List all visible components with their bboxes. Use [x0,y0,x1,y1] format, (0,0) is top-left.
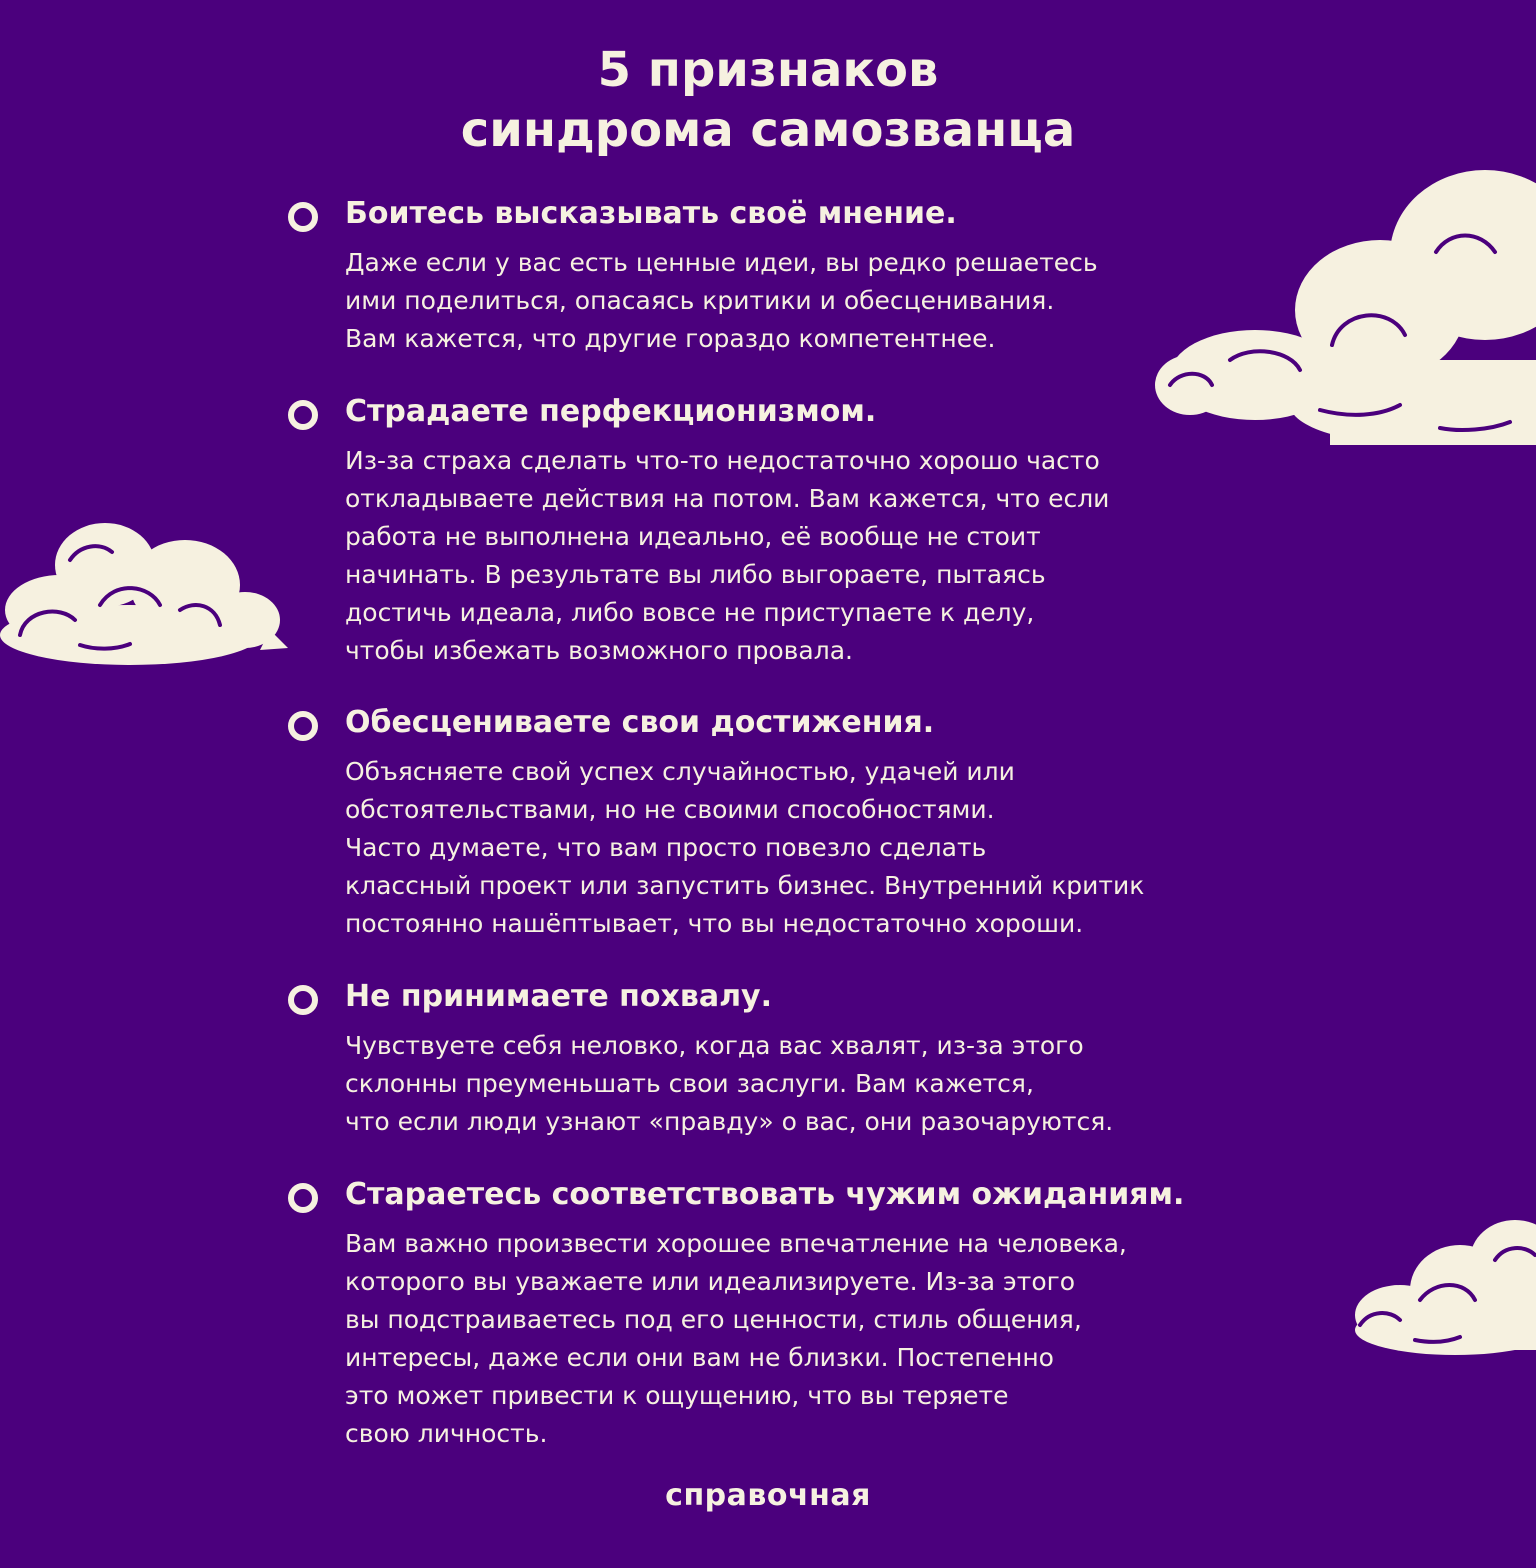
circle-bullet-icon [288,400,318,430]
description-line: Часто думаете, что вам просто повезло сделать [345,833,987,862]
circle-bullet-icon [288,202,318,232]
description-line: откладываете действия на потом. Вам кажется, что если [345,484,1110,513]
item-title: Не принимаете похвалу. [345,979,773,1014]
page-title-line-2: синдрома самозванца [460,102,1076,158]
description-line: обстоятельствами, но не своими способностями. [345,795,995,824]
description-line: чтобы избежать возможного провала. [345,636,853,665]
description-line: работа не выполнена идеально, её вообще не стоит [345,522,1041,551]
description-line: Объясняете свой успех случайностью, удачей или [345,757,1015,786]
description-line: вы подстраиваетесь под его ценности, стиль общения, [345,1305,1082,1334]
description-line: которого вы уважаете или идеализируете. Из-за этого [345,1267,1076,1296]
item-title: Обесцениваете свои достижения. [345,705,935,740]
cloud-bottom-right [1345,1215,1536,1355]
item-description [345,753,1245,943]
item-description [345,1027,1245,1141]
description-line: классный проект или запустить бизнес. Внутренний критик [345,871,1145,900]
page-title-line-1: 5 признаков [597,42,939,98]
description-line: достичь идеала, либо вовсе не приступаете к делу, [345,598,1035,627]
description-line: свою личность. [345,1419,548,1448]
circle-bullet-icon [288,1183,318,1213]
description-line: Вам кажется, что другие гораздо компетентнее. [345,324,996,353]
item-description [345,244,1245,358]
item-description [345,442,1245,670]
description-line: склонны преуменьшать свои заслуги. Вам кажется, [345,1069,1034,1098]
description-line: это может привести к ощущению, что вы теряете [345,1381,1009,1410]
description-line: Вам важно произвести хорошее впечатление на человека, [345,1229,1127,1258]
item-description [345,1225,1245,1453]
description-line: Из-за страха сделать что-то недостаточно хорошо часто [345,446,1100,475]
circle-bullet-icon [288,711,318,741]
description-line: постоянно нашёптывает, что вы недостаточно хороши. [345,909,1084,938]
description-line: Чувствуете себя неловко, когда вас хвалят, из-за этого [345,1031,1084,1060]
description-line: начинать. В результате вы либо выгораете, пытаясь [345,560,1046,589]
cloud-middle-left [0,510,290,670]
description-line: что если люди узнают «правду» о вас, они разочаруются. [345,1107,1114,1136]
brand-logo: справочная [665,1478,871,1513]
circle-bullet-icon [288,985,318,1015]
description-line: интересы, даже если они вам не близки. Постепенно [345,1343,1054,1372]
page-title [0,40,1536,160]
item-title: Страдаете перфекционизмом. [345,394,877,429]
item-title: Стараетесь соответствовать чужим ожиданиям. [345,1177,1185,1212]
item-title: Боитесь высказывать своё мнение. [345,196,957,231]
description-line: ими поделиться, опасаясь критики и обесценивания. [345,286,1055,315]
description-line: Даже если у вас есть ценные идеи, вы редко решаетесь [345,248,1098,277]
